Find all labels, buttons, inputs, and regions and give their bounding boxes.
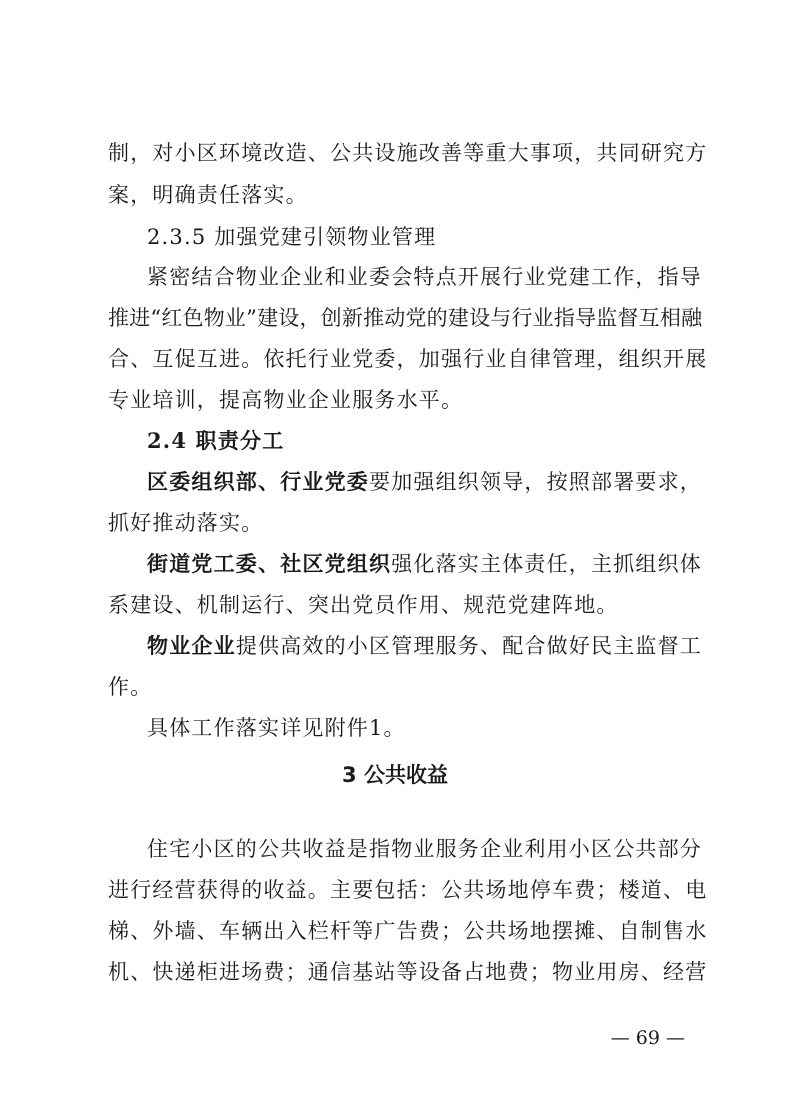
duty1-bold-label: 区委组织部、行业党委 bbox=[147, 470, 369, 494]
heading-2-4: 2.4 职责分工 bbox=[147, 428, 285, 453]
duty1-text: 要加强组织领导，按照部署要求， bbox=[369, 470, 702, 494]
para3-line3: 梯、外墙、车辆出入栏杆等广告费；公共场地摆摊、自制售水 bbox=[108, 919, 708, 943]
duty2-line2: 系建设、机制运行、突出党员作用、规范党建阵地。 bbox=[108, 593, 619, 617]
duty2-text: 强化落实主体责任，主抓组织体 bbox=[391, 552, 703, 576]
para3-line1: 住宅小区的公共收益是指物业服务企业利用小区公共部分 bbox=[147, 837, 702, 861]
duty2-bold-label: 街道党工委、社区党组织 bbox=[147, 552, 392, 576]
para2-line2: 推进“红色物业”建设，创新推动党的建设与行业指导监督互相融 bbox=[108, 306, 703, 330]
para2-line1: 紧密结合物业企业和业委会特点开展行业党建工作，指导 bbox=[147, 265, 702, 289]
para3-line2: 进行经营获得的收益。主要包括：公共场地停车费；楼道、电 bbox=[108, 878, 708, 902]
duty3-line2: 作。 bbox=[108, 675, 153, 699]
duty1-line2: 抓好推动落实。 bbox=[108, 511, 264, 535]
para2-line4: 专业培训，提高物业企业服务水平。 bbox=[108, 388, 464, 412]
duty3-line1 bbox=[147, 631, 703, 661]
para1-line2: 案，明确责任落实。 bbox=[108, 183, 308, 207]
para2-line3: 合、互促互进。依托行业党委，加强行业自律管理，组织开展 bbox=[108, 347, 708, 371]
page-number: — 69 — bbox=[610, 1027, 685, 1049]
duty3-text: 提供高效的小区管理服务、配合做好民主监督工 bbox=[235, 634, 703, 658]
section-3-title: 3 公共收益 bbox=[342, 763, 448, 787]
duty2-line1 bbox=[147, 549, 703, 579]
para1-line1: 制，对小区环境改造、公共设施改善等重大事项，共同研究方 bbox=[108, 141, 708, 165]
duty3-bold-label: 物业企业 bbox=[147, 634, 236, 658]
attachment-note: 具体工作落实详见附件1。 bbox=[147, 716, 406, 740]
para3-line4: 机、快递柜进场费；通信基站等设备占地费；物业用房、经营 bbox=[108, 960, 708, 984]
duty1-line1 bbox=[147, 467, 702, 497]
heading-2-3-5: 2.3.5 加强党建引领物业管理 bbox=[147, 225, 437, 249]
